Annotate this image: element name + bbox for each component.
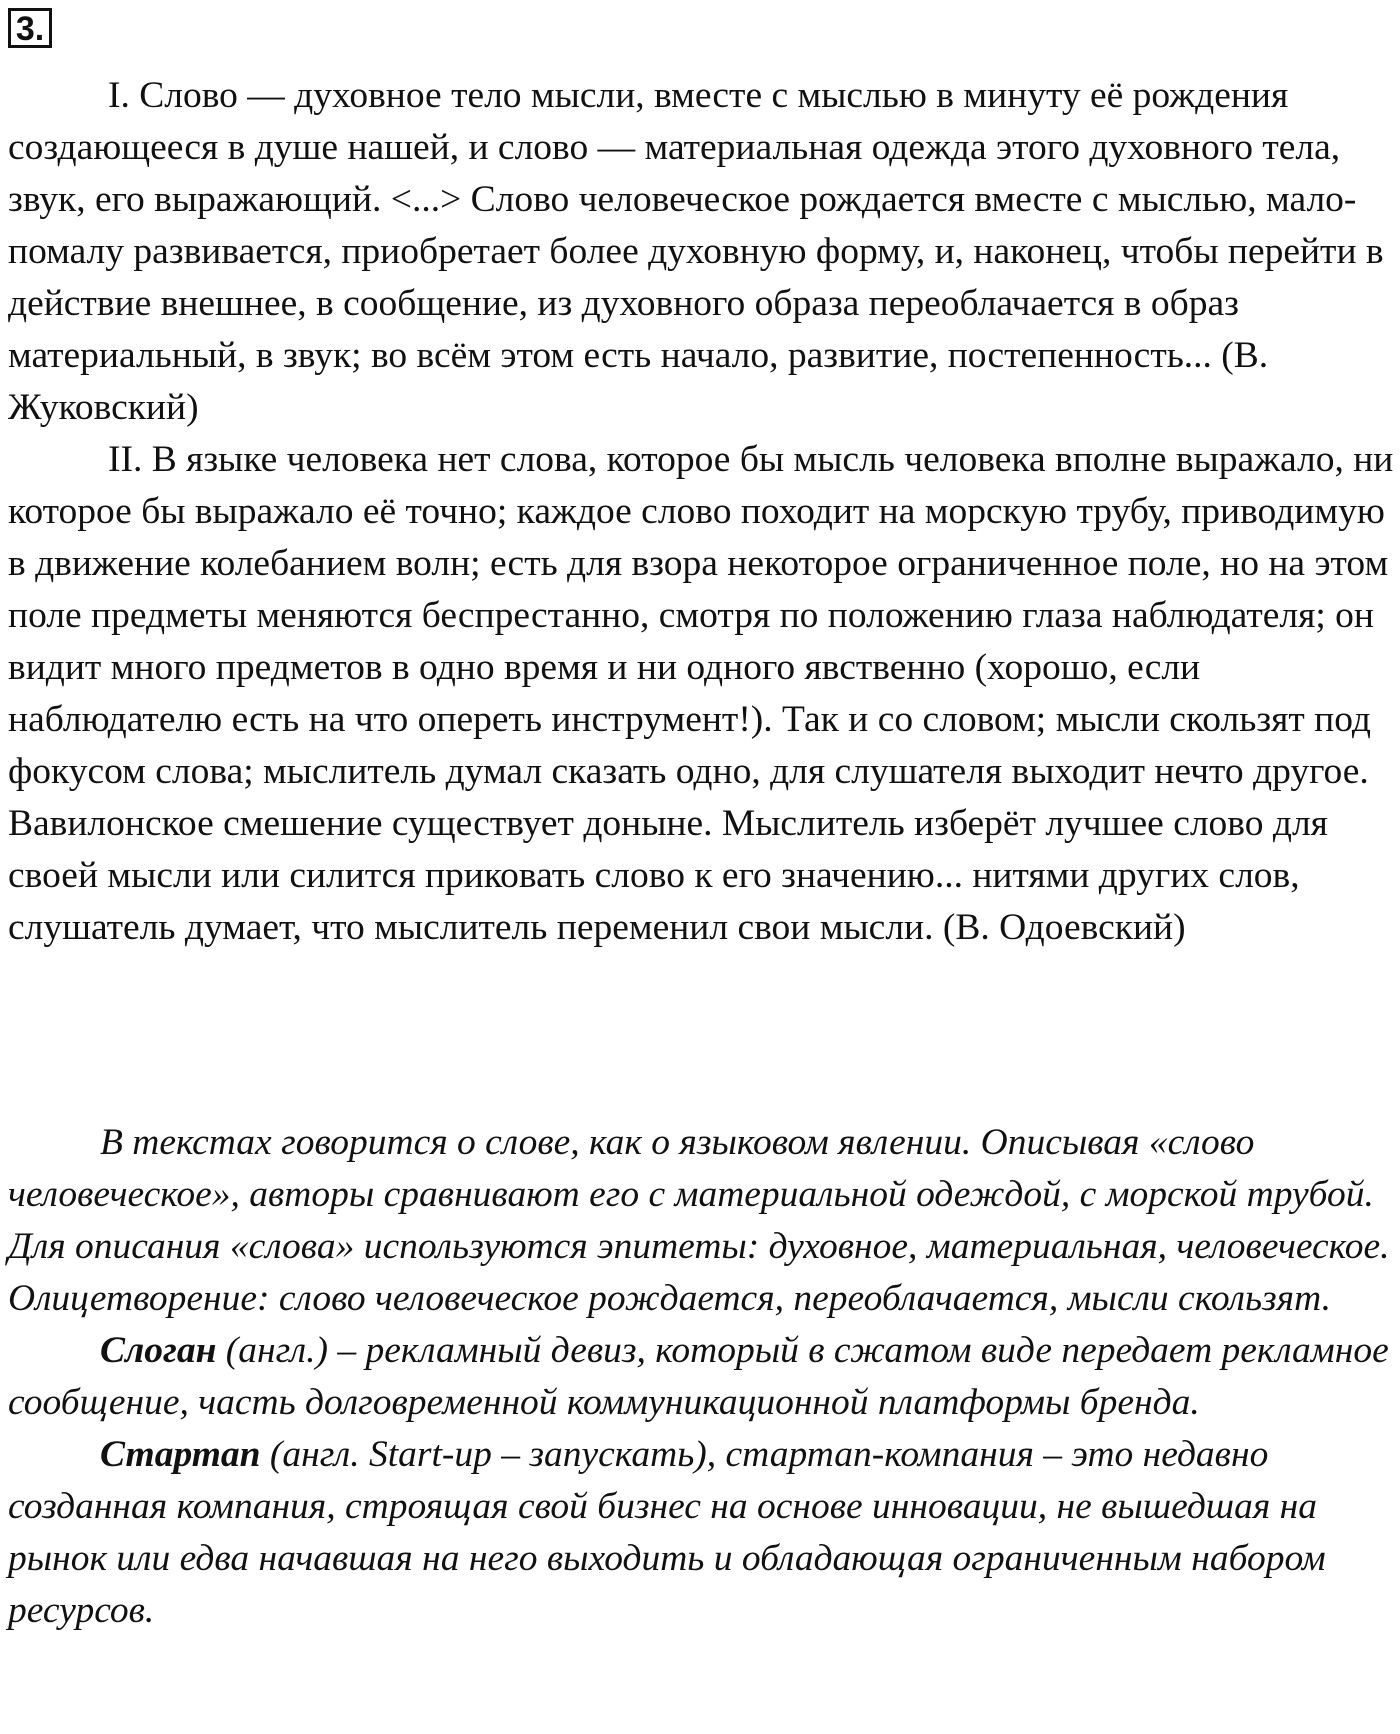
- definition-startup: [8, 1429, 1398, 1637]
- term-slogan: Слоган: [100, 1330, 217, 1371]
- task-number-box: 3.: [8, 8, 52, 48]
- definition-slogan-text: (англ.) – рекламный девиз, который в сжатом виде передает рекламное сообщение, часть долговременной коммуникационной платформы бренда.: [8, 1330, 1389, 1423]
- excerpt-odoevsky: II. В языке человека нет слова, которое бы мысль человека вполне выражало, ни которое бы выражало её точно; каждое слово походит на морскую трубу, приводимую в движение колебанием волн; есть для взора некоторое ограниченное поле, но на этом поле предметы меняются беспрестанно, смотря по положению глаза наблюдателя; он видит много предметов в одно время и ни одного явственно (хорошо, если наблюдателю есть на что опереть инструмент!). Так и со словом; мысли скользят под фокусом слова; мыслитель думал сказать одно, для слушателя выходит нечто другое. Вавилонское смешение существует доныне. Мыслитель изберёт лучшее слово для своей мысли или силится приковать слово к его значению... нитями других слов, слушатель думает, что мыслитель переменил свои мысли. (В. Одоевский): [8, 439, 1394, 948]
- excerpt-zhukovsky: I. Слово — духовное тело мысли, вместе с мыслью в минуту её рождения создающееся в душе нашей, и слово — материальная одежда этого духовного тела, звук, его выражающий. <...> Слово человеческое рождается вместе с мыслью, мало-помалу развивается, приобретает более духовную форму, и, наконец, чтобы перейти в действие внешнее, в сообщение, из духовного образа переоблачается в образ материальный, в звук; во всём этом есть начало, развитие, постепенность... (В. Жуковский): [8, 75, 1384, 428]
- term-startup: Стартап: [100, 1434, 261, 1475]
- definition-startup-text: (англ. Start-up – запускать), стартап-компания – это недавно созданная компания, строящая свой бизнес на основе инновации, не вышедшая на рынок или едва начавшая на него выходить и обладающая ограниченным набором ресурсов.: [8, 1434, 1326, 1631]
- answer-analysis: В текстах говорится о слове, как о языковом явлении. Описывая «слово человеческое», авторы сравнивают его с материальной одеждой, с морской трубой. Для описания «слова» используются эпитеты: духовное, материальная, человеческое. Олицетворение: слово человеческое рождается, переоблачается, мысли скользят.: [8, 1122, 1390, 1319]
- excerpts-block: [8, 70, 1398, 954]
- definition-slogan: [8, 1325, 1398, 1429]
- answer-block: [8, 1117, 1398, 1637]
